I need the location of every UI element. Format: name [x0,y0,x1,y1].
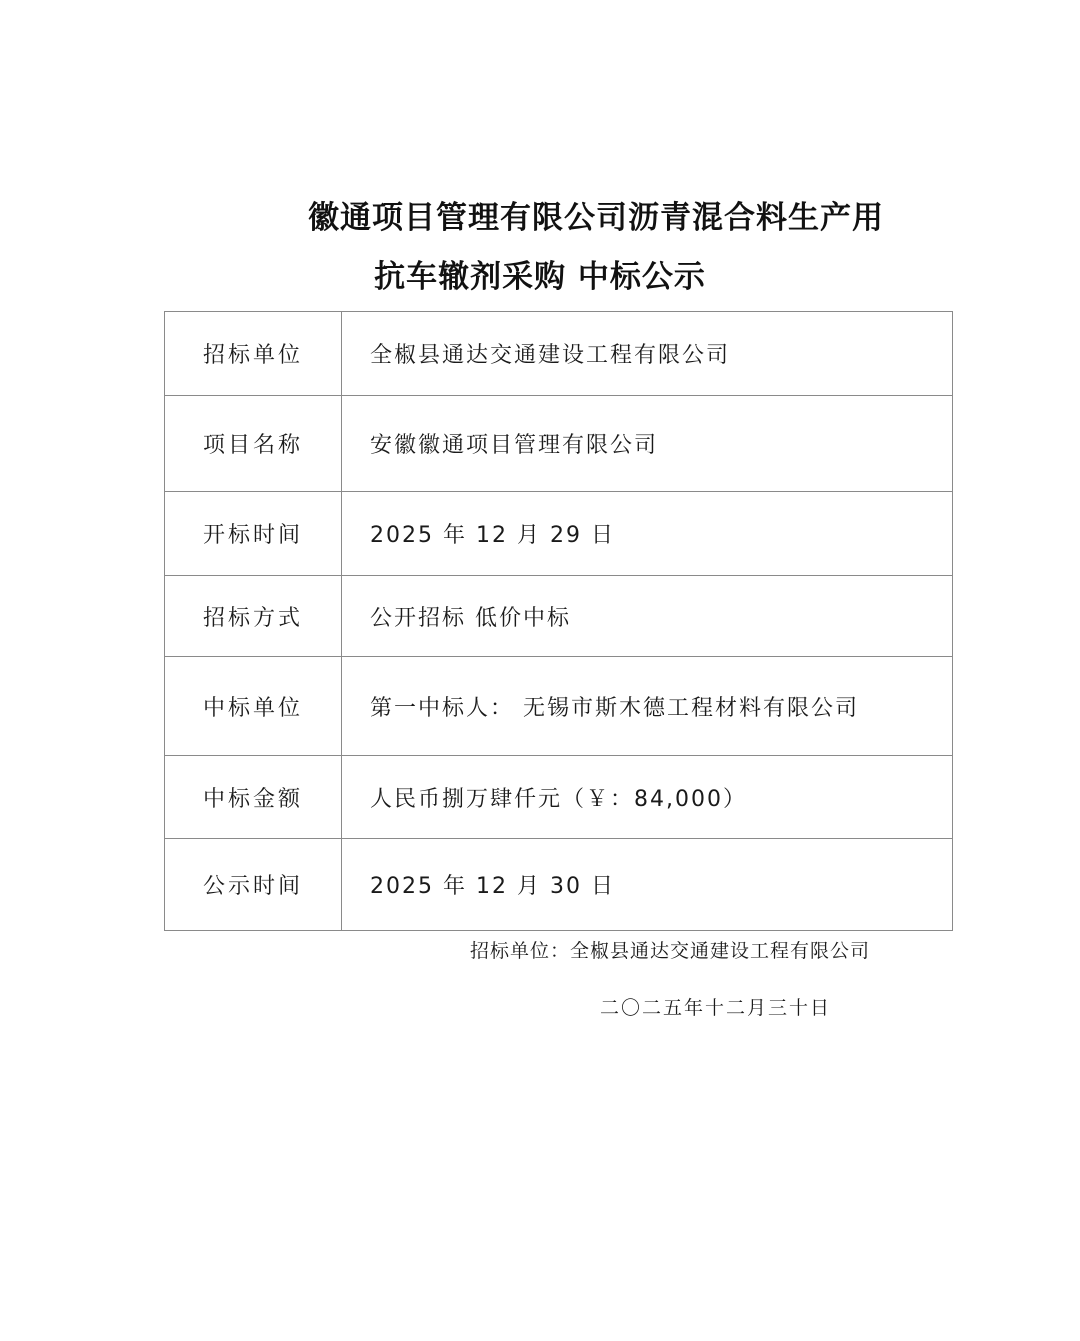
table-row-winning-bidder [165,657,953,756]
row-value: 公开招标 低价中标 [342,576,953,657]
row-value: 安徽徽通项目管理有限公司 [342,396,953,492]
row-label: 招标方式 [165,576,342,657]
table-row-bid-opening-time [165,492,953,576]
row-label: 中标金额 [165,756,342,839]
table-row-winning-amount [165,756,953,839]
row-label: 开标时间 [165,492,342,576]
table-row-tender-method [165,576,953,657]
row-label: 招标单位 [165,312,342,396]
row-value: 全椒县通达交通建设工程有限公司 [342,312,953,396]
table-row-publicity-time [165,839,953,931]
document-title-line-1: 徽通项目管理有限公司沥青混合料生产用 [308,200,884,236]
row-value: 人民币捌万肆仟元（￥：84,000） [342,756,953,839]
document-title-line-2: 抗车辙剂采购 中标公示 [374,259,706,295]
row-value: 2025 年 12 月 30 日 [342,839,953,931]
row-value: 第一中标人： 无锡市斯木德工程材料有限公司 [342,657,953,756]
row-label: 中标单位 [165,657,342,756]
footer-date: 二〇二五年十二月三十日 [600,997,832,1019]
footer-issuing-unit: 招标单位：全椒县通达交通建设工程有限公司 [470,940,871,962]
row-label: 项目名称 [165,396,342,492]
row-label: 公示时间 [165,839,342,931]
award-notice-table [164,311,953,931]
row-value: 2025 年 12 月 29 日 [342,492,953,576]
table-row-tendering-unit [165,312,953,396]
table-row-project-name [165,396,953,492]
